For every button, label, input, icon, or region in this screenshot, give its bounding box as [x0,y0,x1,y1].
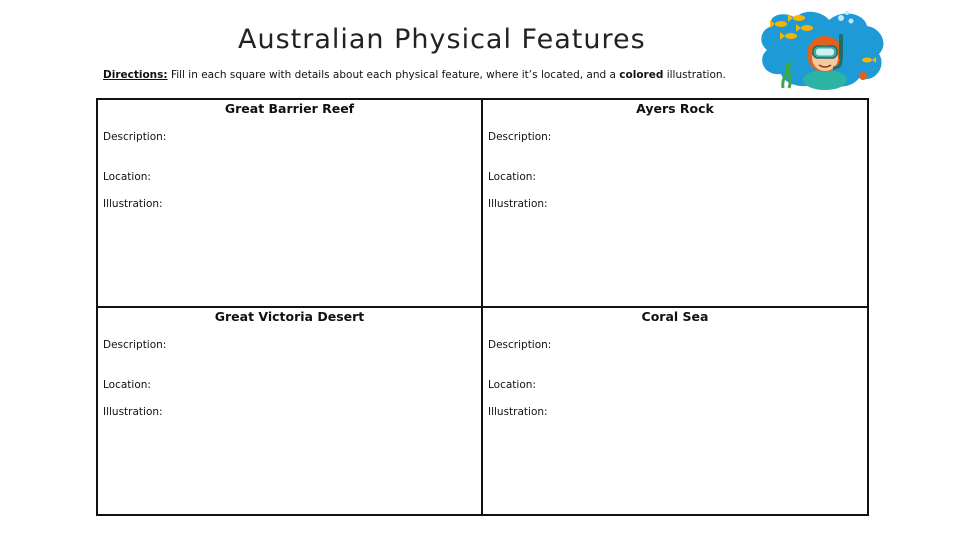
description-label: Description: [488,131,552,143]
description-label: Description: [103,339,167,351]
feature-cell-great-victoria-desert [98,308,483,514]
location-label: Location: [488,171,536,183]
features-grid [96,98,869,516]
illustration-label: Illustration: [103,406,163,418]
description-label: Description: [103,131,167,143]
scuba-diver-illustration [755,4,890,90]
directions-emphasis: colored [619,69,664,81]
illustration-label: Illustration: [103,198,163,210]
directions-end: illustration. [663,69,726,81]
location-label: Location: [103,171,151,183]
directions-body: Fill in each square with details about each physical feature, where it’s located, and a [167,69,620,81]
description-label: Description: [488,339,552,351]
worksheet-title: Australian Physical Features [238,24,646,55]
feature-title: Coral Sea [641,309,709,324]
illustration-label: Illustration: [488,198,548,210]
feature-title: Great Victoria Desert [214,309,365,324]
feature-title: Ayers Rock [636,101,714,116]
illustration-label: Illustration: [488,406,548,418]
feature-cell-great-barrier-reef [98,100,483,308]
feature-cell-coral-sea [483,308,867,514]
location-label: Location: [103,379,151,391]
feature-cell-ayers-rock [483,100,867,308]
directions-text [103,69,726,81]
directions-label: Directions: [103,69,168,81]
feature-title: Great Barrier Reef [224,101,355,116]
location-label: Location: [488,379,536,391]
